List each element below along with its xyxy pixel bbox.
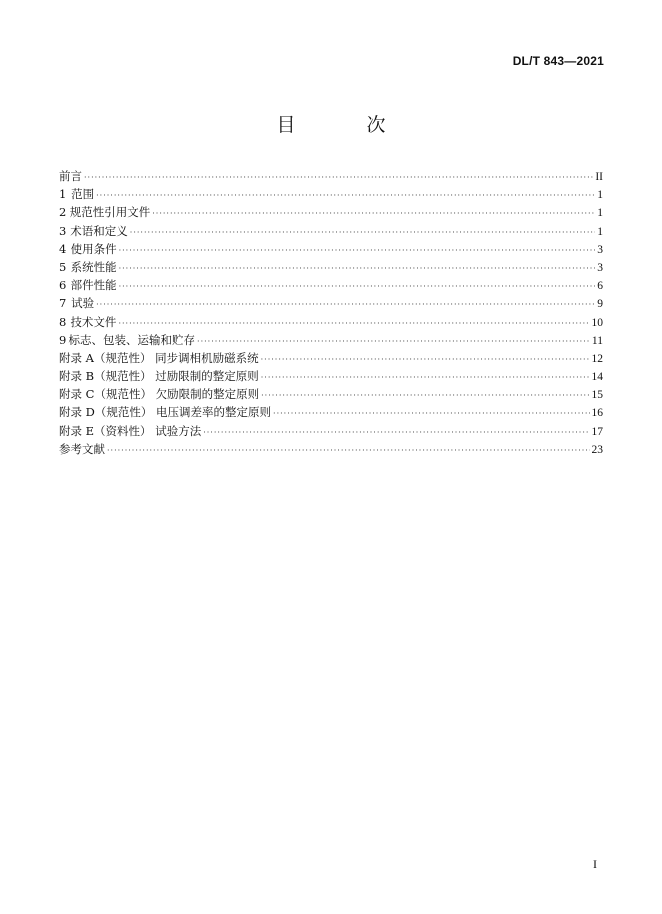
dot-leader — [96, 187, 595, 205]
toc-entry-page: 1 — [597, 225, 603, 238]
dot-leader — [119, 278, 596, 296]
toc-entry-page: 1 — [597, 207, 603, 220]
toc-entry-label: 参考文献 — [59, 441, 105, 456]
toc-entry[interactable] — [59, 240, 603, 258]
dot-leader — [261, 369, 590, 387]
toc-entry-label: 前言 — [59, 169, 82, 183]
toc-entry-page: 10 — [591, 316, 603, 329]
dot-leader — [261, 351, 590, 369]
dot-leader — [84, 169, 593, 187]
toc-entry[interactable] — [59, 276, 603, 294]
toc-entry[interactable] — [59, 313, 603, 331]
toc-entry[interactable] — [59, 403, 603, 421]
dot-leader — [261, 387, 589, 405]
page-number: I — [593, 857, 597, 871]
toc-entry-number: 9 — [59, 332, 67, 347]
toc-entry-page: 6 — [597, 280, 603, 293]
toc-entry-page: 17 — [591, 425, 603, 438]
toc-entry-number: 3 — [59, 223, 67, 238]
dot-leader — [152, 205, 595, 223]
toc-entry-page: 12 — [591, 352, 603, 365]
toc-entry[interactable] — [59, 222, 603, 240]
toc-entry[interactable] — [59, 385, 603, 403]
toc-entry-page: 11 — [591, 334, 603, 347]
toc-entry[interactable] — [59, 440, 603, 458]
toc-entry-number: 1 — [59, 187, 67, 202]
toc-entry-label: 使用条件 — [70, 241, 117, 256]
toc-entry[interactable] — [59, 203, 603, 221]
toc-entry-number: 4 — [59, 241, 67, 256]
dot-leader — [96, 296, 595, 314]
toc-entry-page: 23 — [591, 443, 603, 456]
toc-entry-page: II — [595, 171, 603, 183]
toc-entry[interactable] — [59, 422, 603, 440]
toc-entry-label: 范围 — [71, 187, 95, 202]
toc-entry-label: 术语和定义 — [70, 223, 128, 238]
dot-leader — [119, 260, 596, 278]
toc-entry-number: 6 — [59, 278, 67, 293]
toc-entry[interactable] — [59, 331, 603, 349]
toc-entry-label: 部件性能 — [70, 278, 117, 293]
toc-entry-label: 附录 E（资料性） 试验方法 — [59, 423, 202, 438]
toc-entry-label: 标志、包装、运输和贮存 — [68, 332, 196, 347]
toc-entry-label: 技术文件 — [70, 314, 117, 329]
toc-entry-label: 附录 A（规范性） 同步调相机励磁系统 — [59, 350, 259, 365]
toc-entry-page: 16 — [591, 407, 603, 420]
toc-entry-label: 附录 B（规范性） 过励限制的整定原则 — [59, 369, 259, 384]
table-of-contents — [59, 167, 603, 458]
toc-entry[interactable] — [59, 367, 603, 385]
toc-entry-label: 附录 D（规范性） 电压调差率的整定原则 — [59, 405, 272, 420]
dot-leader — [119, 242, 596, 260]
page-title: 目 次 — [276, 114, 412, 136]
toc-entry-page: 14 — [591, 371, 603, 384]
toc-entry-page: 1 — [597, 189, 603, 202]
toc-entry-label: 规范性引用文件 — [69, 205, 151, 220]
toc-entry-page: 9 — [597, 298, 603, 311]
dot-leader — [130, 224, 595, 242]
toc-entry-number: 2 — [59, 205, 67, 220]
dot-leader — [107, 442, 590, 460]
toc-entry-label: 试验 — [71, 296, 95, 311]
toc-entry[interactable] — [59, 294, 603, 312]
toc-entry[interactable] — [59, 349, 603, 367]
document-code: DL/T 843—2021 — [512, 54, 604, 68]
toc-entry-label: 系统性能 — [70, 259, 117, 274]
toc-entry-label: 附录 C（规范性） 欠励限制的整定原则 — [59, 387, 260, 402]
dot-leader — [203, 424, 589, 442]
toc-entry[interactable] — [59, 185, 603, 203]
toc-entry-page: 3 — [597, 261, 603, 274]
toc-entry-page: 3 — [597, 243, 603, 256]
toc-entry[interactable] — [59, 258, 603, 276]
toc-entry[interactable] — [59, 167, 603, 185]
dot-leader — [273, 405, 589, 423]
toc-entry-number: 5 — [59, 259, 67, 274]
toc-entry-page: 15 — [591, 389, 603, 402]
toc-entry-number: 8 — [59, 314, 67, 329]
toc-entry-number: 7 — [59, 296, 67, 311]
